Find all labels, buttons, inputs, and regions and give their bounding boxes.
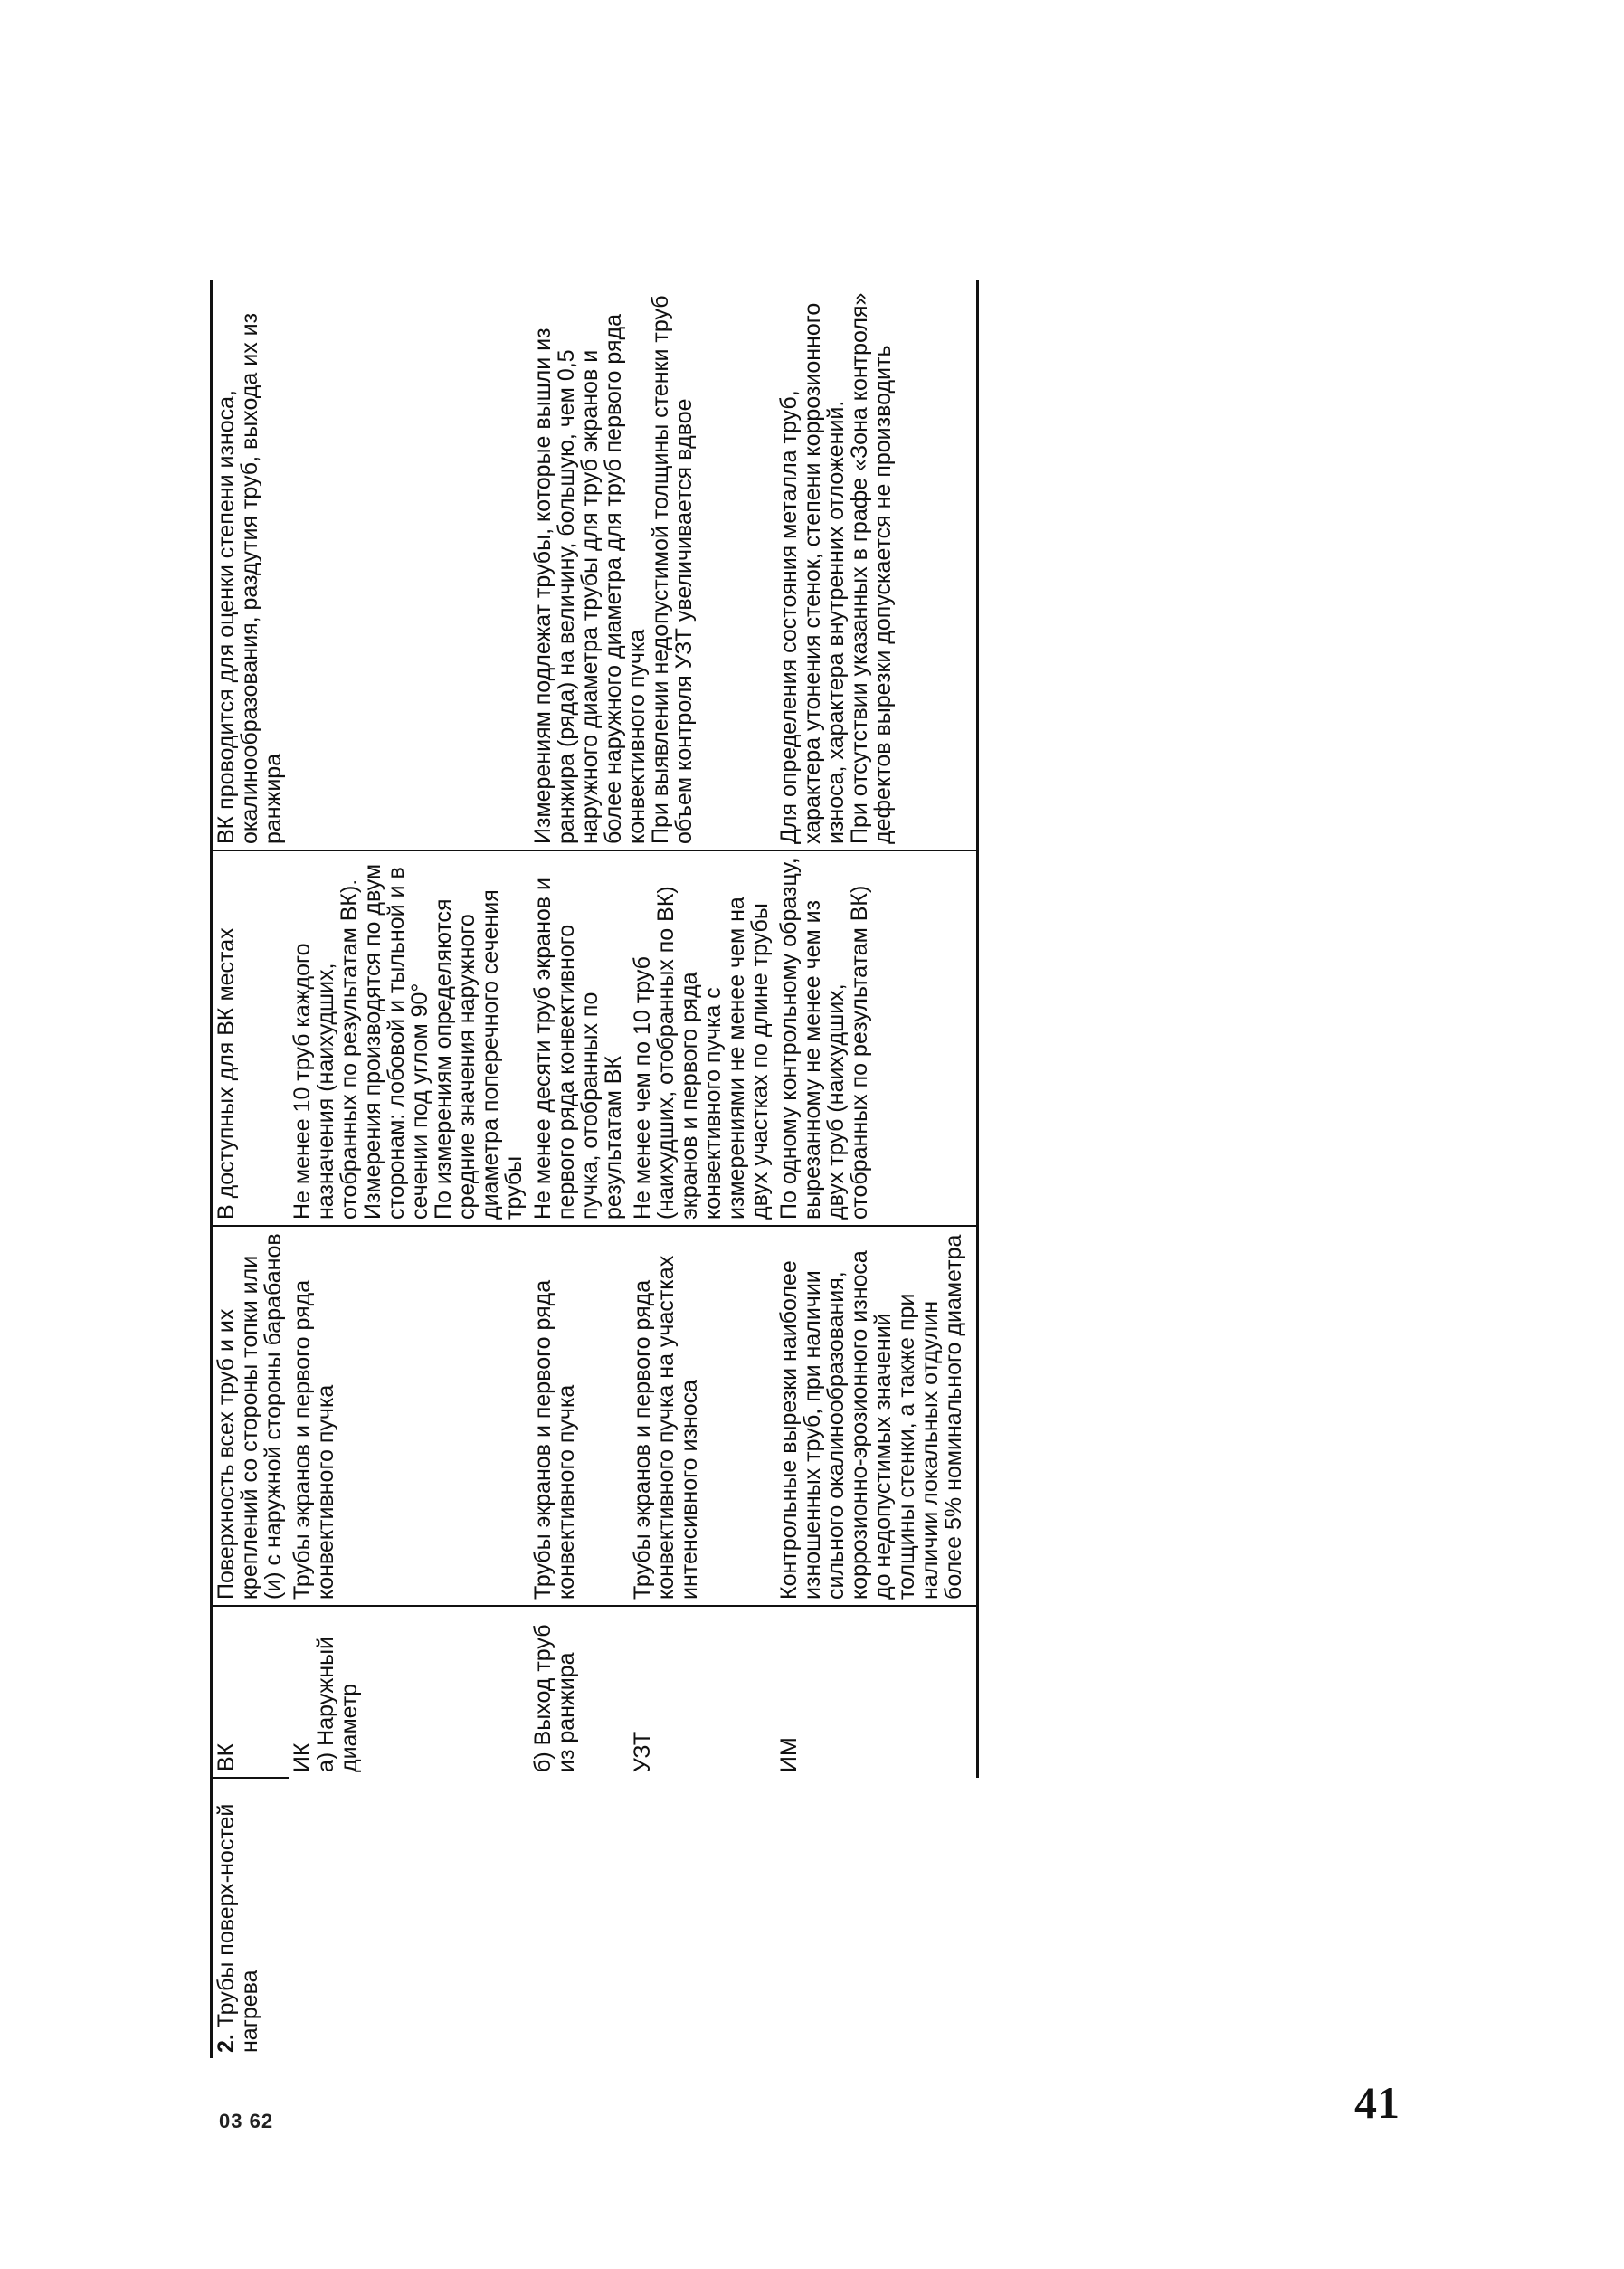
method-cell: ВК xyxy=(212,1606,290,1778)
object-cell: Контрольные вырезки наиболее изношенных труб, при наличии сильного окалинообразования, коррозионно-эрозионного износа до недопустимых значений толщины стенки, а также при наличии локальных отдулин более 5% номинального диаметра xyxy=(775,1226,978,1606)
note-cell: ВК проводится для оценки степени износа, окалинообразования, раздутия труб, выхода их из ранжира xyxy=(212,280,290,850)
method-cell: б) Выход труб из ранжира xyxy=(530,1624,579,1772)
object-cell: Поверхность всех труб и их креплений со стороны топки или (и) с наружной стороны барабанов xyxy=(212,1226,290,1606)
page-number: 41 xyxy=(1354,2077,1400,2128)
object-cell: Трубы экранов и первого ряда конвективного пучка xyxy=(289,1226,529,1606)
rotated-table-frame xyxy=(210,280,1418,2058)
section-number: 2. xyxy=(214,2034,239,2053)
note-cell: Для определения состояния металла труб, характера утонения стенок, степени коррозионного износа, характера внутренних отложений. При отсутствии указанных в графе «Зона контроля» дефектов вырезки допускается не производить xyxy=(775,280,978,850)
volume-cell: По одному контрольному образцу, вырезанному не менее чем из двух труб (наихудших, отобранных по результатам ВК) xyxy=(775,850,978,1226)
note-cell xyxy=(289,280,529,850)
method-cell: ИМ xyxy=(775,1606,978,1778)
method-cell: УЗТ xyxy=(630,1731,655,1772)
object-cell: Трубы экранов и первого ряда конвективного пучка на участках интенсивного износа xyxy=(629,1226,775,1606)
document-code: 03 62 xyxy=(219,2110,274,2132)
method-cell: ИК а) Наружный диаметр xyxy=(290,1637,362,1772)
inspection-table xyxy=(210,280,979,2058)
table-row xyxy=(212,280,290,2058)
volume-cell: Не менее десяти труб экранов и первого ряда конвективного пучка, отобранных по результатам ВК xyxy=(529,850,629,1226)
object-cell: Трубы экранов и первого ряда конвективного пучка xyxy=(529,1226,629,1606)
section-title: Трубы поверх-ностей нагрева xyxy=(214,1803,262,2053)
section-label-cell xyxy=(212,1778,978,2058)
note-cell: Измерениям подлежат трубы, которые вышли из ранжира (ряда) на величину, большую, чем 0,5 наружного диаметра трубы для труб экранов и более наружного диаметра для труб первого ряда конвективного пучка При выявлении недопустимой толщины стенки труб объем контроля УЗТ увеличивается вдвое xyxy=(529,280,775,850)
volume-cell: Не менее 10 труб каждого назначения (наихудших, отобранных по результатам ВК). Измерения производятся по двум сторонам: лобовой и тыльной и в сечении под углом 90° По измерениям определяются средние значения наружного диаметра поперечного сечения трубы xyxy=(289,850,529,1226)
volume-cell: В доступных для ВК местах xyxy=(212,850,290,1226)
volume-cell: Не менее чем по 10 труб (наихудших, отобранных по ВК) экранов и первого ряда конвективного пучка с измерениями не менее чем на двух участках по длине трубы xyxy=(629,850,775,1226)
